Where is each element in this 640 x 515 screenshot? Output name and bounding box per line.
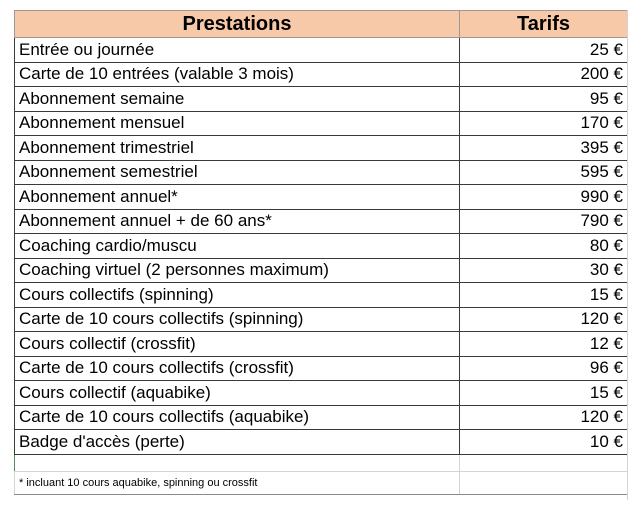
table-row [15, 185, 628, 210]
table-row [15, 87, 628, 112]
table-row [15, 258, 628, 283]
footnote-cell[interactable]: * incluant 10 cours aquabike, spinning ou crossfit [15, 471, 460, 494]
empty-cell[interactable] [15, 454, 460, 471]
service-cell[interactable]: Abonnement annuel* [15, 185, 460, 210]
table-row [15, 160, 628, 185]
table-row [15, 283, 628, 308]
price-cell[interactable]: 95 € [460, 87, 628, 112]
table-row [15, 307, 628, 332]
price-cell[interactable]: 990 € [460, 185, 628, 210]
price-table [14, 10, 628, 495]
service-cell[interactable]: Abonnement semestriel [15, 160, 460, 185]
table-body [15, 38, 628, 495]
service-cell[interactable]: Carte de 10 entrées (valable 3 mois) [15, 62, 460, 87]
grid-line [627, 10, 628, 500]
price-cell[interactable]: 395 € [460, 136, 628, 161]
table-row [15, 209, 628, 234]
header-price[interactable]: Tarifs [460, 11, 628, 38]
table-row [15, 136, 628, 161]
service-cell[interactable]: Badge d'accès (perte) [15, 430, 460, 455]
empty-row [15, 454, 628, 471]
price-cell[interactable]: 30 € [460, 258, 628, 283]
price-cell[interactable]: 10 € [460, 430, 628, 455]
service-cell[interactable]: Cours collectif (crossfit) [15, 332, 460, 357]
service-cell[interactable]: Abonnement trimestriel [15, 136, 460, 161]
price-cell[interactable]: 15 € [460, 381, 628, 406]
footnote-row [15, 471, 628, 494]
service-cell[interactable]: Coaching virtuel (2 personnes maximum) [15, 258, 460, 283]
price-cell[interactable]: 595 € [460, 160, 628, 185]
header-row [15, 11, 628, 38]
price-cell[interactable]: 15 € [460, 283, 628, 308]
service-cell[interactable]: Carte de 10 cours collectifs (aquabike) [15, 405, 460, 430]
header-service[interactable]: Prestations [15, 11, 460, 38]
price-cell[interactable]: 25 € [460, 38, 628, 63]
service-cell[interactable]: Abonnement mensuel [15, 111, 460, 136]
price-cell[interactable]: 790 € [460, 209, 628, 234]
price-cell[interactable]: 120 € [460, 307, 628, 332]
table-row [15, 62, 628, 87]
price-cell[interactable]: 12 € [460, 332, 628, 357]
service-cell[interactable]: Carte de 10 cours collectifs (spinning) [15, 307, 460, 332]
price-cell[interactable]: 200 € [460, 62, 628, 87]
table-row [15, 234, 628, 259]
service-cell[interactable]: Cours collectif (aquabike) [15, 381, 460, 406]
table-row [15, 332, 628, 357]
price-cell[interactable]: 170 € [460, 111, 628, 136]
price-cell[interactable]: 80 € [460, 234, 628, 259]
price-cell[interactable]: 96 € [460, 356, 628, 381]
empty-cell[interactable] [460, 454, 628, 471]
service-cell[interactable]: Abonnement semaine [15, 87, 460, 112]
table-row [15, 356, 628, 381]
service-cell[interactable]: Carte de 10 cours collectifs (crossfit) [15, 356, 460, 381]
service-cell[interactable]: Entrée ou journée [15, 38, 460, 63]
empty-cell[interactable] [460, 471, 628, 494]
service-cell[interactable]: Cours collectifs (spinning) [15, 283, 460, 308]
service-cell[interactable]: Coaching cardio/muscu [15, 234, 460, 259]
table-row [15, 381, 628, 406]
service-cell[interactable]: Abonnement annuel + de 60 ans* [15, 209, 460, 234]
table-row [15, 405, 628, 430]
table-row [15, 430, 628, 455]
price-cell[interactable]: 120 € [460, 405, 628, 430]
table-row [15, 38, 628, 63]
table-row [15, 111, 628, 136]
